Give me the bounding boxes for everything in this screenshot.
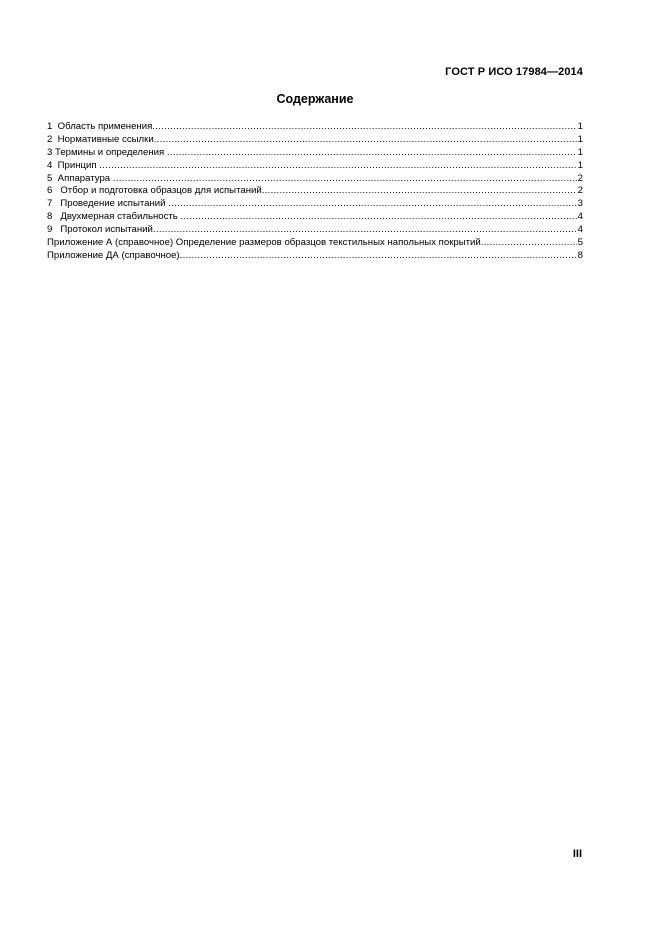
toc-item-terms[interactable]	[47, 147, 583, 160]
toc-leader-dots	[153, 224, 577, 237]
toc-item-page: 4	[577, 211, 583, 223]
table-of-contents	[47, 121, 583, 263]
toc-item-page: 5	[577, 237, 583, 249]
toc-item-page: 1	[577, 146, 583, 158]
toc-item-label: Приложение А (справочное) Определение размеров образцов текстильных напольных покрытий	[47, 237, 481, 249]
toc-leader-dots	[262, 185, 577, 198]
toc-item-page: 3	[577, 198, 583, 210]
toc-item-page: 2	[577, 185, 583, 197]
toc-item-dimensional-stability[interactable]	[47, 211, 583, 224]
toc-leader-dots	[180, 211, 576, 224]
toc-item-appendix-a[interactable]	[47, 237, 583, 250]
toc-item-page: 1	[577, 133, 583, 145]
toc-leader-dots	[167, 147, 577, 160]
toc-leader-dots	[481, 237, 577, 250]
toc-leader-dots	[99, 160, 576, 173]
toc-leader-dots	[152, 121, 576, 134]
toc-item-apparatus[interactable]	[47, 173, 583, 186]
toc-item-page: 1	[577, 159, 583, 171]
toc-item-label: 9 Протокол испытаний	[47, 224, 153, 236]
toc-item-label: 1 Область применения	[47, 121, 153, 132]
toc-item-appendix-da[interactable]	[47, 250, 583, 263]
toc-leader-dots	[168, 198, 577, 211]
toc-item-label: 3 Термины и определения	[47, 146, 167, 158]
toc-item-label: 7 Проведение испытаний	[47, 198, 169, 210]
toc-leader-dots	[113, 173, 577, 186]
toc-item-label: 8 Двухмерная стабильность	[47, 211, 181, 223]
toc-item-normative-references[interactable]	[47, 134, 583, 147]
toc-item-label: 4 Принцип	[47, 159, 100, 171]
toc-item-page: 4	[577, 224, 583, 236]
toc-item-label: 2 Нормативные ссылки	[47, 133, 154, 145]
toc-item-page: 1	[577, 121, 583, 132]
toc-leader-dots	[154, 134, 577, 147]
toc-item-page: 2	[577, 172, 583, 184]
toc-item-principle[interactable]	[47, 160, 583, 173]
toc-item-test-procedure[interactable]	[47, 198, 583, 211]
toc-item-sampling[interactable]	[47, 185, 583, 198]
toc-item-label: Приложение ДА (справочное)	[47, 249, 180, 261]
document-code: ГОСТ Р ИСО 17984—2014	[445, 66, 583, 78]
toc-item-label: 6 Отбор и подготовка образцов для испытаний	[47, 185, 262, 197]
toc-item-page: 8	[577, 249, 583, 261]
toc-item-test-report[interactable]	[47, 224, 583, 237]
page-number: III	[572, 848, 582, 860]
toc-leader-dots	[180, 250, 577, 263]
toc-item-scope[interactable]	[47, 121, 583, 134]
toc-item-label: 5 Аппаратура	[47, 172, 113, 184]
toc-title: Содержание	[276, 92, 354, 106]
